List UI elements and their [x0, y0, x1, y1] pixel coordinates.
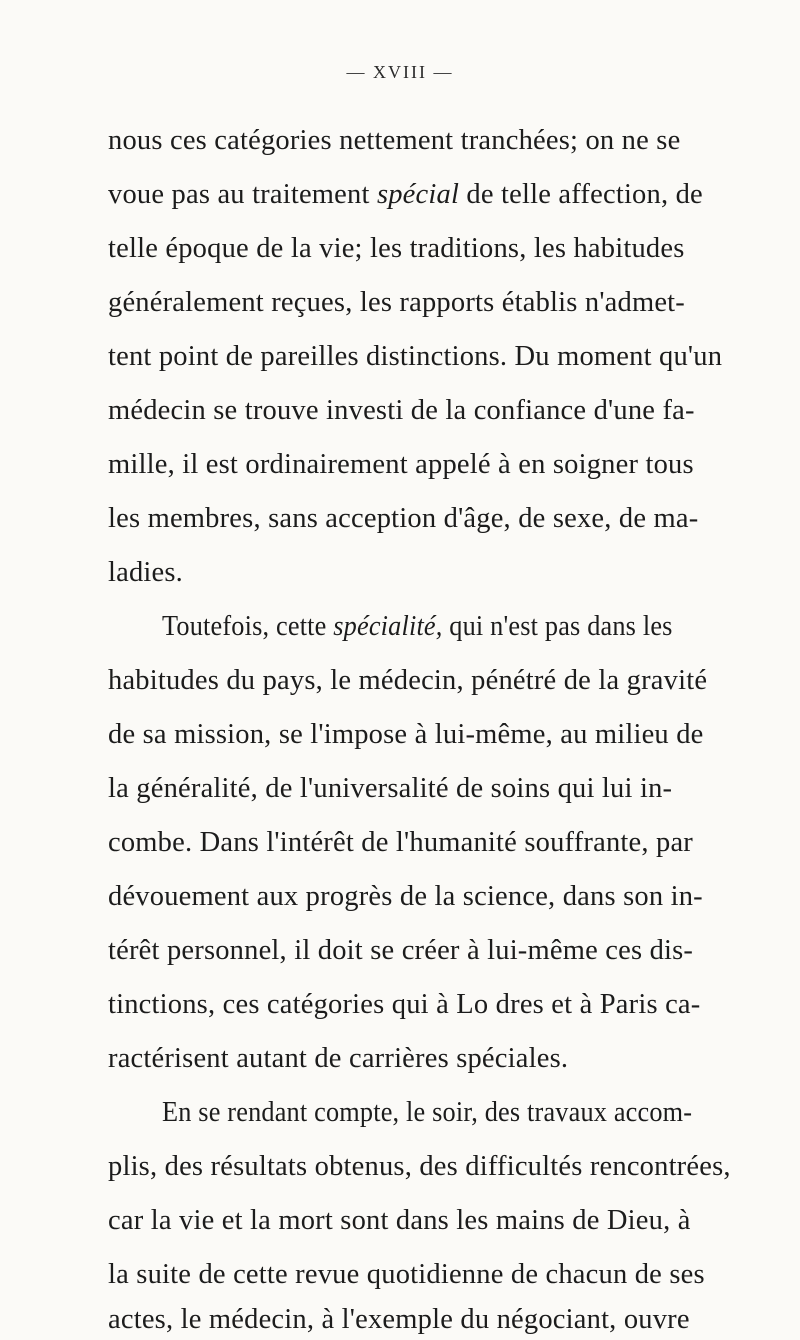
- text-line: habitudes du pays, le médecin, pénétré de la gravité: [108, 665, 708, 696]
- emphasis-specialite: spécialité,: [333, 611, 443, 642]
- text-line: actes, le médecin, à l'exemple du négociant, ouvre: [108, 1304, 690, 1335]
- text-line: de sa mission, se l'impose à lui-même, au milieu de: [108, 719, 704, 750]
- text-line: [108, 175, 798, 215]
- text-line: car la vie et la mort sont dans les mains de Dieu, à: [108, 1205, 691, 1236]
- page-number-header: — XVIII —: [346, 62, 454, 82]
- text-line: la généralité, de l'universalité de soins qui lui in-: [108, 773, 673, 804]
- text-line: les membres, sans acception d'âge, de sexe, de ma-: [108, 503, 699, 534]
- text-line: nous ces catégories nettement tranchées; on ne se: [108, 125, 681, 156]
- text-segment: voue pas au traitement: [108, 179, 370, 210]
- text-segment: Toutefois, cette: [162, 611, 327, 642]
- text-line: dévouement aux progrès de la science, dans son in-: [108, 881, 703, 912]
- text-segment: qui n'est pas dans les: [449, 611, 673, 642]
- text-line: En se rendant compte, le soir, des travaux accom-: [162, 1097, 693, 1128]
- text-line: tinctions, ces catégories qui à Lo dres et à Paris ca-: [108, 989, 701, 1020]
- text-line: médecin se trouve investi de la confiance d'une fa-: [108, 395, 695, 426]
- text-line: térêt personnel, il doit se créer à lui-même ces dis-: [108, 935, 694, 966]
- text-segment: de telle affection, de: [466, 179, 703, 210]
- text-line: telle époque de la vie; les traditions, les habitudes: [108, 233, 685, 264]
- emphasis-special: spécial: [376, 179, 460, 210]
- text-line: généralement reçues, les rapports établis n'admet-: [108, 287, 685, 318]
- text-line: plis, des résultats obtenus, des difficultés rencontrées,: [108, 1151, 731, 1182]
- text-line: mille, il est ordinairement appelé à en soigner tous: [108, 449, 694, 480]
- text-line: la suite de cette revue quotidienne de chacun de ses: [108, 1259, 705, 1290]
- text-line: [162, 607, 798, 647]
- text-line: combe. Dans l'intérêt de l'humanité souffrante, par: [108, 827, 694, 858]
- text-line: ladies.: [108, 557, 184, 588]
- text-line: ractérisent autant de carrières spéciales.: [108, 1043, 569, 1074]
- text-line: tent point de pareilles distinctions. Du moment qu'un: [108, 341, 723, 372]
